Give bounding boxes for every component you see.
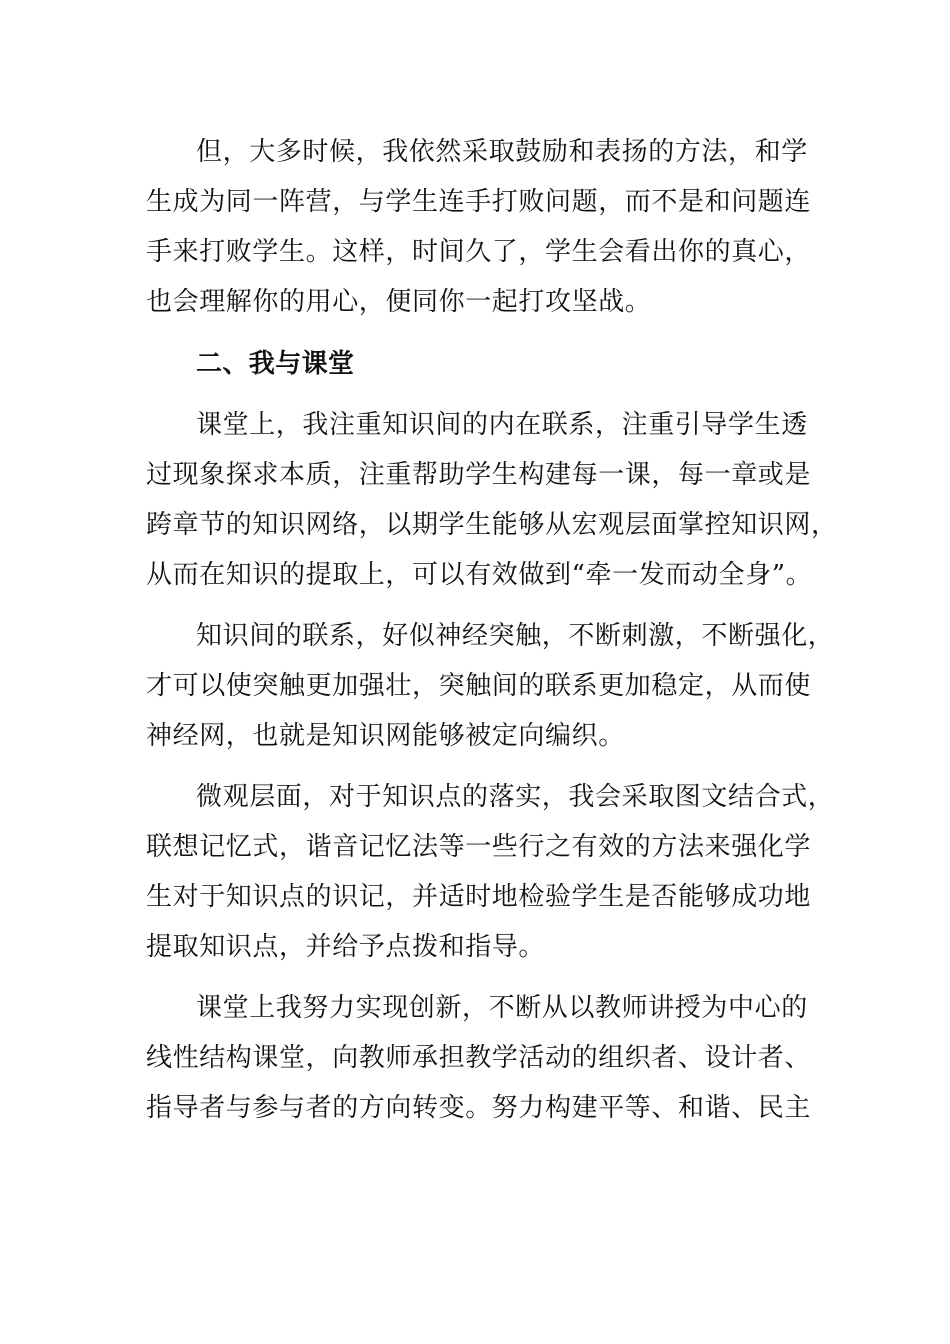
paragraph-line: 生成为同一阵营，与学生连手打败问题，而不是和问题连 (146, 187, 812, 217)
section-heading: 二、我与课堂 (196, 349, 355, 379)
paragraph-line: 过现象探求本质，注重帮助学生构建每一课，每一章或是 (146, 460, 812, 490)
paragraph-line: 知识间的联系，好似神经突触，不断刺激，不断强化， (196, 621, 835, 651)
paragraph-line: 从而在知识的提取上，可以有效做到“牵一发而动全身”。 (146, 560, 813, 590)
paragraph-line: 也会理解你的用心，便同你一起打攻坚战。 (146, 287, 652, 317)
paragraph-line: 跨章节的知识网络，以期学生能够从宏观层面掌控知识网， (146, 510, 838, 540)
paragraph-line: 但，大多时候，我依然采取鼓励和表扬的方法，和学 (196, 137, 808, 167)
paragraph-line: 生对于知识点的识记，并适时地检验学生是否能够成功地 (146, 882, 812, 912)
paragraph-line: 指导者与参与者的方向转变。努力构建平等、和谐、民主 (146, 1093, 812, 1123)
paragraph-line: 神经网，也就是知识网能够被定向编织。 (146, 721, 625, 751)
paragraph-line: 联想记忆式，谐音记忆法等一些行之有效的方法来强化学 (146, 832, 812, 862)
paragraph-line: 课堂上，我注重知识间的内在联系，注重引导学生透 (196, 410, 808, 440)
paragraph-line: 才可以使突触更加强壮，突触间的联系更加稳定，从而使 (146, 671, 812, 701)
paragraph-line: 提取知识点，并给予点拨和指导。 (146, 932, 546, 962)
paragraph-line: 课堂上我努力实现创新，不断从以教师讲授为中心的 (196, 993, 808, 1023)
paragraph-line: 手来打败学生。这样，时间久了，学生会看出你的真心， (146, 237, 812, 267)
paragraph-line: 线性结构课堂，向教师承担教学活动的组织者、设计者、 (146, 1043, 812, 1073)
paragraph-line: 微观层面，对于知识点的落实，我会采取图文结合式， (196, 782, 835, 812)
